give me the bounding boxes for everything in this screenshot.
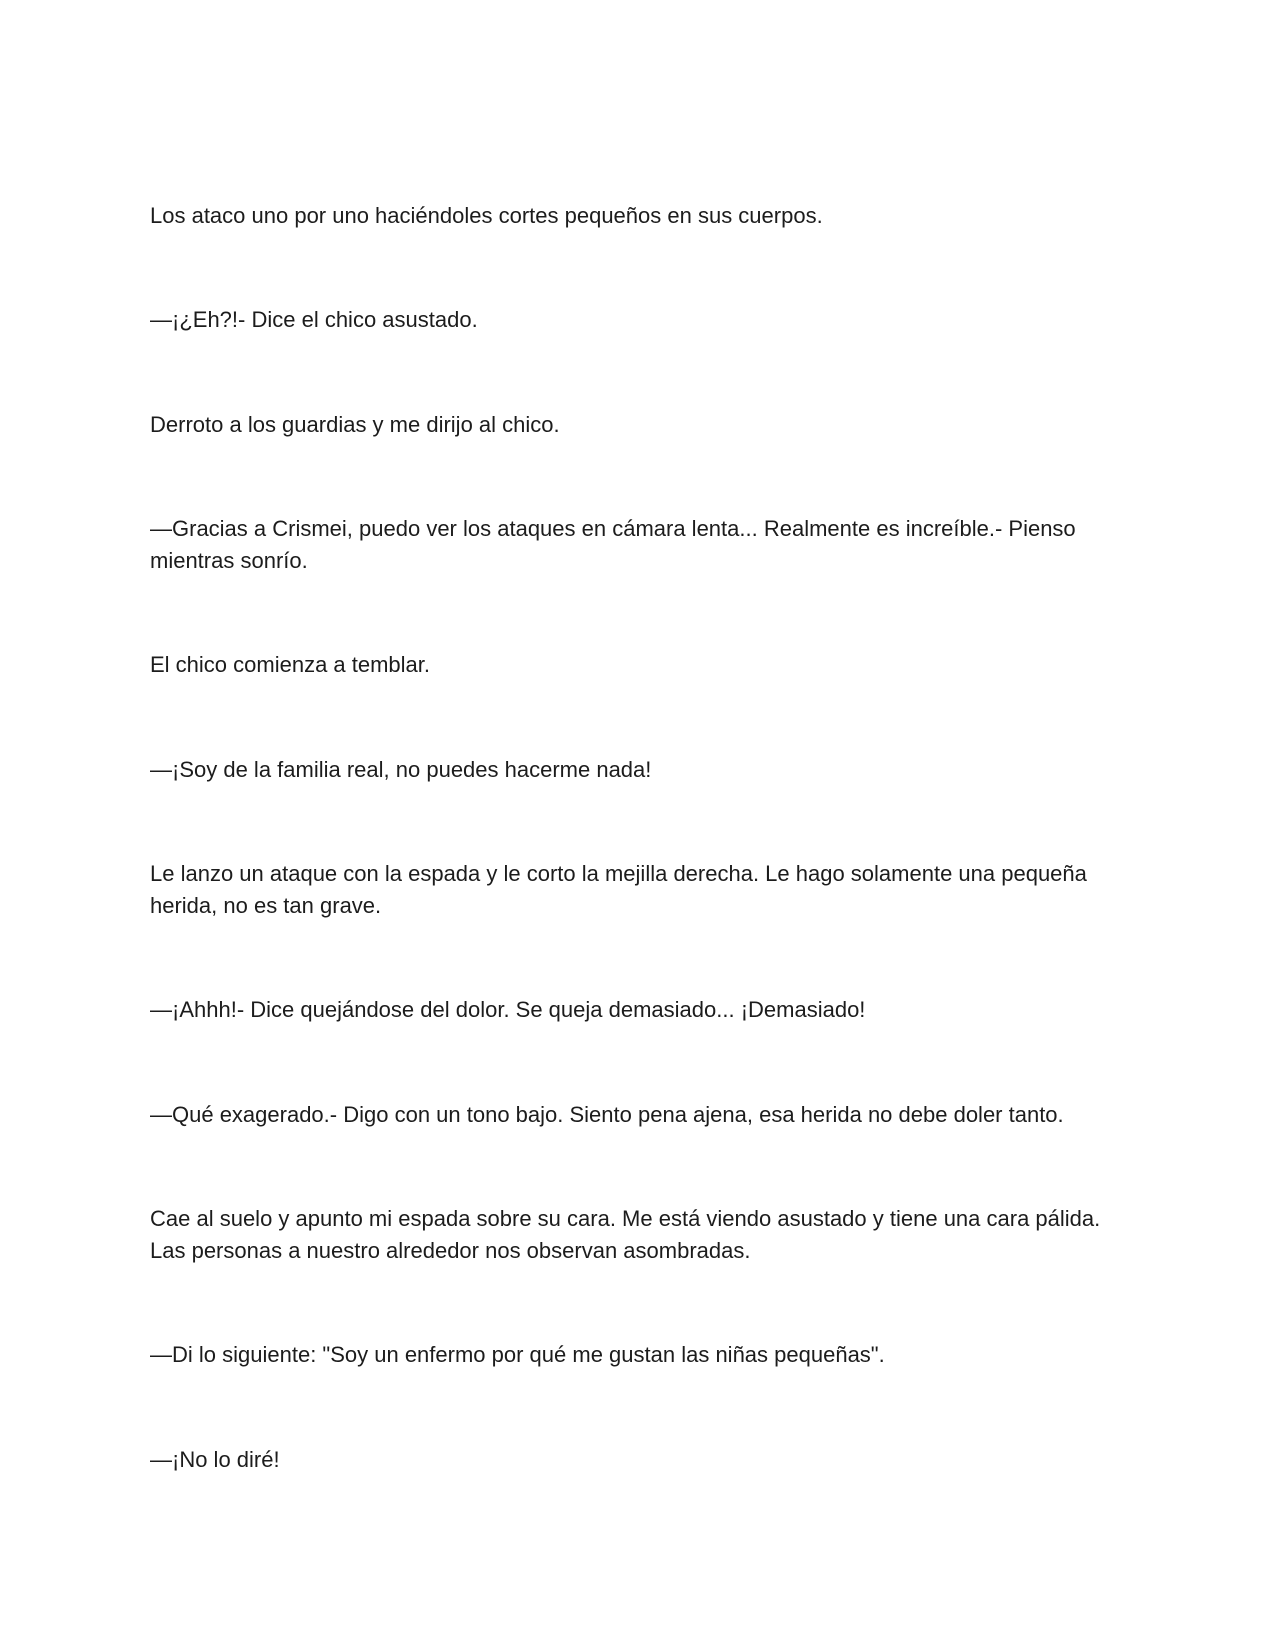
paragraph-5: El chico comienza a temblar. [150,652,431,677]
paragraph-11: —Di lo siguiente: "Soy un enfermo por qué me gustan las niñas pequeñas". [150,1342,885,1367]
paragraph-2: —¡¿Eh?!- Dice el chico asustado. [150,307,478,332]
paragraph-1: Los ataco uno por uno haciéndoles cortes pequeños en sus cuerpos. [150,203,823,228]
paragraph-3: Derroto a los guardias y me dirijo al chico. [150,412,560,437]
paragraph-8: —¡Ahhh!- Dice quejándose del dolor. Se queja demasiado... ¡Demasiado! [150,997,866,1022]
paragraph-4: —Gracias a Crismei, puedo ver los ataques en cámara lenta... Realmente es increíble.- Pienso mientras sonrío. [150,516,1076,573]
paragraph-10: Cae al suelo y apunto mi espada sobre su cara. Me está viendo asustado y tiene una cara pálida. Las personas a nuestro alrededor nos observan asombradas. [150,1206,1101,1263]
paragraph-9: —Qué exagerado.- Digo con un tono bajo. Siento pena ajena, esa herida no debe doler tanto. [150,1102,1064,1127]
paragraph-6: —¡Soy de la familia real, no puedes hacerme nada! [150,757,652,782]
paragraph-12: —¡No lo diré! [150,1447,280,1472]
paragraph-7: Le lanzo un ataque con la espada y le corto la mejilla derecha. Le hago solamente una pequeña herida, no es tan grave. [150,861,1087,918]
